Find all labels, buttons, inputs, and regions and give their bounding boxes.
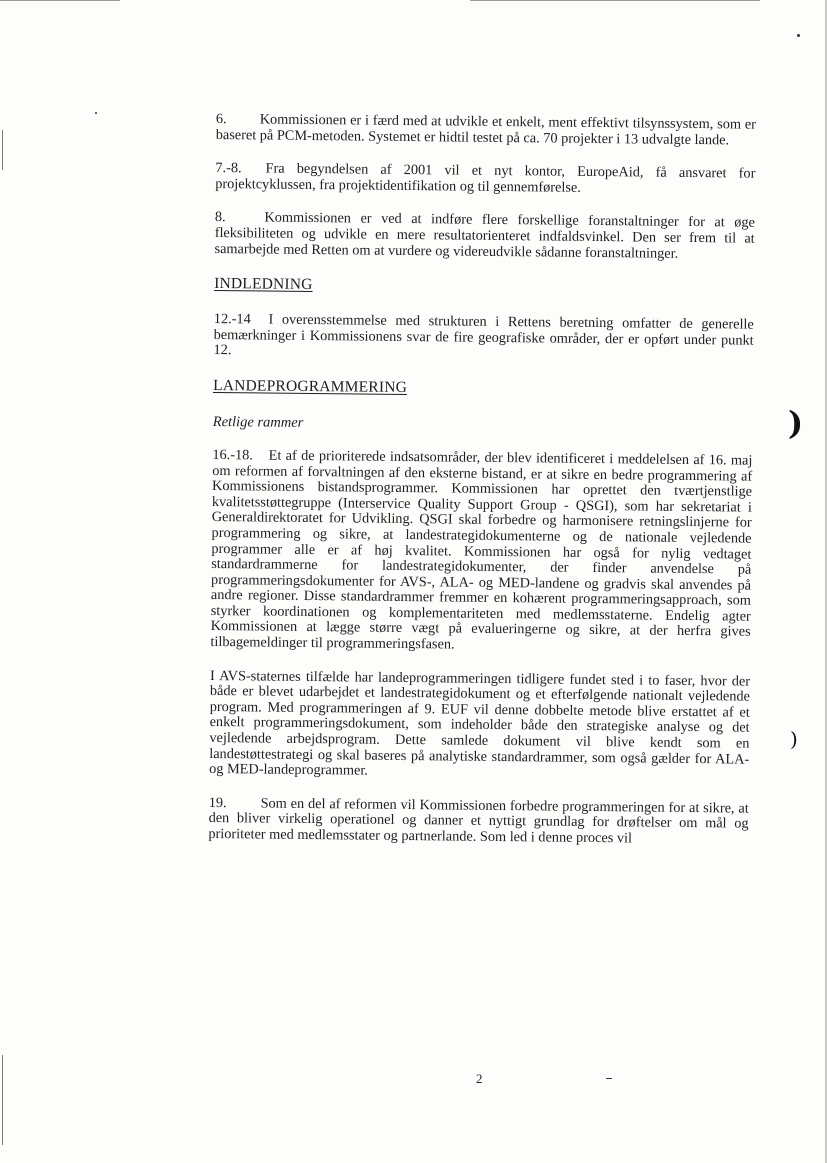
paragraph-16-18 xyxy=(210,448,752,656)
paragraph-text: Et af de prioriterede indsatsområder, der blev identificeret i meddelelsen af 16. maj om reformen af forvaltningen af den eksterne bistand, er at sikre en bedre programmering af Kommissionens bistandsprogrammer. Kommissionen har oprettet den tværtjenstlige kvalitetsstøttegruppe (Interservice Quality Support Group - QSGI), som har sekretariat i Generaldirektoratet for Udvikling. QSGI skal forbedre og harmonisere retningslinjerne for programmering og sikre, at landestrategidokumenterne og de nationale vejledende programmer alle er af høj kvalitet. Kommissionen har også for nylig vedtaget standardrammerne for landestrategidokumenter, der finder anvendelse på programmeringsdokumenter for AVS-, ALA- og MED-landene og gradvis skal anvendes på andre regioner. Disse standardrammer fremmer en kohærent programmeringsapproach, som styrker koordinationen og komplementariteten med medlemsstaterne. Endelig agter Kommissionen at lægge større vægt på evalueringerne og sikre, at der herfra gives tilbagemeldinger til programmeringsfasen. xyxy=(210,447,753,653)
paragraph-number: 12.-14 xyxy=(213,311,251,328)
paragraph-number: 8. xyxy=(214,209,226,226)
paragraph-7-8 xyxy=(215,161,755,198)
paragraph-number: 6. xyxy=(215,111,227,128)
paragraph-text: I overensstemmelse med strukturen i Rettens beretning omfatter de generelle bemærkninger i Kommissionens svar de fire geografiske områder, der er opført under punkt 12. xyxy=(213,311,754,359)
scan-speck xyxy=(606,1078,612,1079)
paragraph-text: Fra begyndelsen af 2001 vil et nyt kontor, EuropeAid, få ansvaret for projektcyklussen, fra projektidentifikation og til gennemførelse. xyxy=(215,160,756,196)
paragraph-12-14 xyxy=(213,312,753,364)
paragraph-text: Kommissionen er ved at indføre flere forskellige foranstaltninger for at øge fleksibiliteten og udvikle en mere resultatorienteret indfaldsvinkel. Den ser frem til at samarbejde med Retten om at vurdere og videreudvikle sådanne foranstaltninger. xyxy=(214,209,755,262)
margin-mark-bracket: ) xyxy=(788,404,804,442)
paragraph-number: 19. xyxy=(208,794,227,811)
paragraph-avs xyxy=(209,669,750,784)
scan-speck xyxy=(797,34,800,37)
paragraph-number: 16.-18. xyxy=(212,446,254,464)
paragraph-text: Som en del af reformen vil Kommissionen forbedre programmeringen for at sikre, at den bliver virkelig operationel og danner et nyttigt grundlag for drøftelser om mål og prioriteter med medlemsstater og partnerlande. Som led i denne proces vil xyxy=(208,795,749,847)
scan-top-line xyxy=(470,0,760,1)
scan-top-line xyxy=(0,0,120,1)
paragraph-8 xyxy=(214,210,754,262)
paragraph-text: I AVS-staternes tilfælde har landeprogrammeringen tidligere fundet sted i to faser, hvor der både er blevet udarbejdet et landestrategidokument og et efterfølgende nationalt vejledende program. Med programmeringen af 9. EUF vil denne dobbelte metode blive erstattet af et enkelt programmeringsdokument, som indeholder både den strategiske analyse og det vejledende arbejdsprogram. Dette samlede dokument vil blive kendt som en landestøttestrategi og skal baseres på analytiske standardrammer, som også gælder for ALA- og MED-landeprogrammer. xyxy=(209,667,751,779)
scan-left-mark xyxy=(2,130,3,170)
document-body xyxy=(208,112,756,866)
scan-left-mark xyxy=(2,1055,3,1145)
scan-speck xyxy=(95,112,97,114)
paragraph-19 xyxy=(208,796,748,848)
paragraph-number: 7.-8. xyxy=(215,160,242,177)
section-heading-indledning: INDLEDNING xyxy=(214,275,313,294)
page-number: 2 xyxy=(476,1071,483,1086)
paragraph-text: Kommissionen er i færd med at udvikle et enkelt, ment effektivt tilsynssystem, som er baseret på PCM-metoden. Systemet er hidtil testet på ca. 70 projekter i 13 udvalgte lande. xyxy=(215,111,756,148)
margin-mark-bracket: ) xyxy=(790,727,798,751)
subheading-retlige-rammer: Retlige rammer xyxy=(212,413,304,431)
section-heading-landeprogrammering: LANDEPROGRAMMERING xyxy=(213,376,408,396)
paragraph-6 xyxy=(216,112,756,149)
